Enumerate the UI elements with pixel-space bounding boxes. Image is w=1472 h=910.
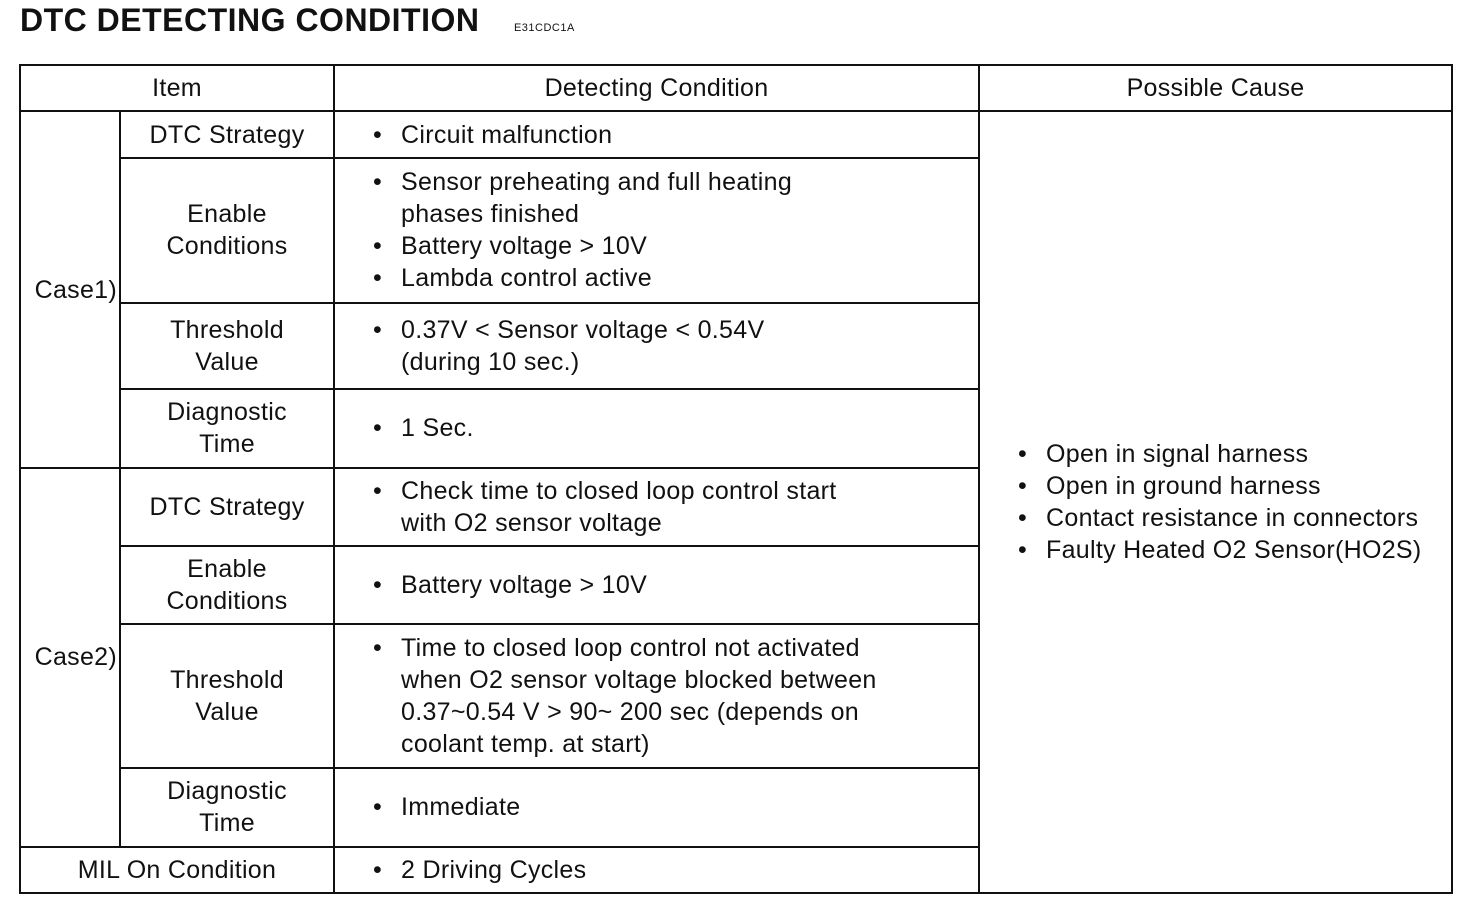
mil-on-condition-value xyxy=(334,847,979,893)
list-item: • Battery voltage > 10V xyxy=(371,230,978,262)
case1-diagnostic-time-label xyxy=(120,389,334,468)
label-line: Conditions xyxy=(166,587,288,616)
list-item: • Battery voltage > 10V xyxy=(371,569,978,601)
label-line: Value xyxy=(195,347,259,376)
case2-diagnostic-time-label xyxy=(120,768,334,847)
list-item: • Open in signal harness xyxy=(1016,438,1451,470)
label-line: Enable xyxy=(187,555,267,584)
list-item: • Lambda control active xyxy=(371,262,978,294)
label-line: Time xyxy=(199,809,255,838)
list-item: • Check time to closed loop control start with O2 sensor voltage xyxy=(371,475,978,539)
list-item: • Faulty Heated O2 Sensor(HO2S) xyxy=(1016,534,1451,566)
case1-dtc-strategy-label: DTC Strategy xyxy=(120,111,334,158)
label-line: Conditions xyxy=(166,232,288,261)
case2-enable-conditions-value xyxy=(334,546,979,624)
label-line: Time xyxy=(199,430,255,459)
possible-cause-cell xyxy=(979,111,1452,893)
header-item: Item xyxy=(20,65,334,111)
list-item: • Contact resistance in connectors xyxy=(1016,502,1451,534)
case2-threshold-value xyxy=(334,624,979,767)
table-header-row xyxy=(20,65,1452,111)
case2-dtc-strategy-value xyxy=(334,468,979,546)
label-line: Enable xyxy=(187,200,267,229)
case1-label: Case1) xyxy=(20,111,120,468)
list-item: • Time to closed loop control not activated when O2 sensor voltage blocked between 0.37~0.54 V > 90~ 200 sec (depends on coolant temp. at start) xyxy=(371,632,978,760)
case2-diagnostic-time-value xyxy=(334,768,979,847)
label-line: Diagnostic xyxy=(167,398,287,427)
dtc-condition-table xyxy=(19,64,1453,894)
list-item: • Immediate xyxy=(371,791,978,823)
label-line: Diagnostic xyxy=(167,777,287,806)
list-item: • Sensor preheating and full heating phases finished xyxy=(371,166,978,230)
case2-enable-conditions-label xyxy=(120,546,334,624)
document-code: E31CDC1A xyxy=(513,22,575,34)
case2-label: Case2) xyxy=(20,468,120,847)
list-item: • Open in ground harness xyxy=(1016,470,1451,502)
label-line: Threshold xyxy=(170,666,284,694)
case1-enable-conditions-label xyxy=(120,158,334,302)
case1-diagnostic-time-value xyxy=(334,389,979,468)
list-item: • 0.37V < Sensor voltage < 0.54V (during 10 sec.) xyxy=(371,314,978,378)
mil-on-condition-label: MIL On Condition xyxy=(20,847,334,893)
list-item: • 1 Sec. xyxy=(371,412,978,444)
label-line: Threshold xyxy=(170,315,284,344)
list-item: • Circuit malfunction xyxy=(371,119,978,151)
label-line: Value xyxy=(195,698,259,726)
case2-threshold-label xyxy=(120,624,334,767)
case2-dtc-strategy-label: DTC Strategy xyxy=(120,468,334,546)
header-possible-cause: Possible Cause xyxy=(979,65,1452,111)
possible-cause-list xyxy=(1016,438,1451,566)
title-block xyxy=(20,2,575,42)
page-title: DTC DETECTING CONDITION xyxy=(20,2,480,38)
case1-enable-conditions-value xyxy=(334,158,979,302)
header-detecting-condition: Detecting Condition xyxy=(334,65,979,111)
table-row xyxy=(20,111,1452,158)
case1-dtc-strategy-value xyxy=(334,111,979,158)
case1-threshold-value xyxy=(334,303,979,389)
list-item: • 2 Driving Cycles xyxy=(371,854,978,886)
case1-threshold-label xyxy=(120,303,334,389)
